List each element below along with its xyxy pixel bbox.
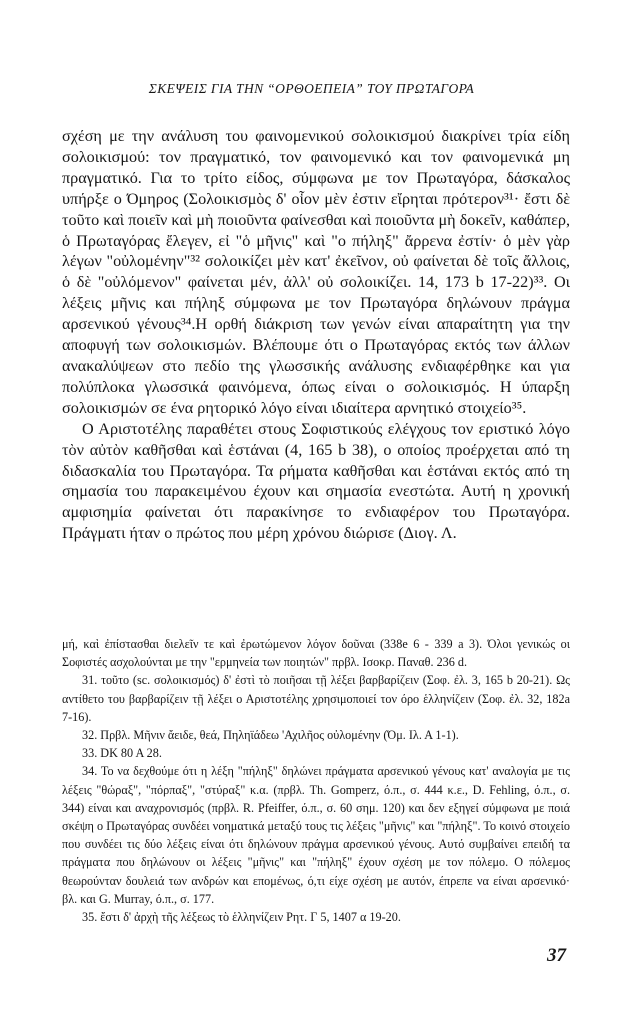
body-paragraph-1: σχέση με την ανάλυση του φαινομενικού σολοικισμού διακρίνει τρία είδη σολοικισμού: τον πραγματικό, τον φαινομενικό και τον φαινομενικά μη πραγματικό. Για το τρίτο είδος, σύμφωνα με τον Πρωταγόρα, δάσκαλος υπήρξε ο Όμηρος (Σολοικισμὸς δ' οἷον μὲν ἐστιν εἴρηται πρότερον³¹· ἔστι δὲ τοῦτο καὶ ποιεῖν καὶ μὴ ποιοῦντα φαίνεσθαι καὶ ποιοῦντα μὴ δοκεῖν, καθάπερ, ὁ Πρωταγόρας ἔλεγεν, εἰ "ὁ μῆνις" καὶ "ο πήληξ" ἄρρενα ἐστίν· ὁ μὲν γὰρ λέγων "οὐλομένην"³² σολοικίζει μὲν κατ' ἐκεῖνον, οὐ φαίνεται δὲ τοῖς ἄλλοις, ὁ δὲ "οὐλόμενον" φαίνεται μέν, ἀλλ' οὐ σολοικίζει. 14, 173 b 17-22)³³. Οι λέξεις μῆνις και πήληξ σύμφωνα με τον Πρωταγόρα δηλώνουν πράγμα αρσενικού γένους³⁴.Η ορθή διάκριση των γενών είναι απαραίτητη για την αποφυγή των σολοικισμών. Βλέπουμε ότι ο Πρωταγόρας εκτός των άλλων ανακαλύψεων στο πεδίο της γλωσσικής ανάλυσης ενδιαφέρθηκε και για πολύπλοκα γλωσσικά φαινόμενα, όπως είναι ο σολοικισμός. Η ύπαρξη σολοικισμών σε ένα ρητορικό λόγο είναι ιδιαίτερα αρνητικό στοιχείο³⁵. bbox=[62, 127, 570, 417]
footnote-31: 31. τοῦτο (sc. σολοικισμός) δ' ἐστὶ τὸ ποιῆσαι τῇ λέξει βαρβαρίζειν (Σοφ. ἐλ. 3, 165 b 20-21). Ως αντίθετο του βαρβαρίζειν τῇ λέξει ο Αριστοτέλης χρησιμοποιεί τον όρο ἑλληνίζειν (Σοφ. ἐλ. 32, 182a 7-16). bbox=[62, 673, 570, 724]
main-text bbox=[62, 126, 570, 544]
footnote-35: 35. ἔστι δ' ἀρχὴ τῆς λέξεως τὸ ἑλληνίζειν Ρητ. Γ 5, 1407 α 19-20. bbox=[82, 910, 401, 925]
footnote-33: 33. DK 80 A 28. bbox=[82, 746, 162, 761]
footnote-continuation: μή, καὶ ἐπίστασθαι διελεῖν τε καὶ ἐρωτώμενον λόγον δοῦναι (338e 6 - 339 a 3). Όλοι γενικώς οι Σοφιστές ασχολούνται με την "ερμηνεία των ποιητών" πρβλ. Ισοκρ. Παναθ. 236 d. bbox=[62, 637, 570, 670]
body-paragraph-2: Ο Αριστοτέλης παραθέτει στους Σοφιστικούς ελέγχους τον εριστικό λόγο τὸν αὐτὸν καθῆσθαι καὶ ἑστάναι (4, 165 b 38), ο οποίος προέρχεται από τη διδασκαλία του Πρωταγόρα. Τα ρήματα καθῆσθαι και ἑστάναι εκτός από τη σημασία του παρακειμένου έχουν και σημασία ενεστώτα. Αυτή η χρονική αμφισημία φαίνεται ότι παρακίνησε το ενδιαφέρον του Πρωταγόρα. Πράγματι ήταν ο πρώτος που μέρη χρόνου διώρισε (Διογ. Λ. bbox=[62, 419, 570, 543]
footnote-34: 34. Το να δεχθούμε ότι η λέξη "πήληξ" δηλώνει πράγματα αρσενικού γένους κατ' αναλογία με τις λέξεις "θώραξ", "πόρπαξ", "στύραξ" κ.α. (πρβλ. Th. Gomperz, ό.π., σ. 444 κ.ε., D. Fehling, ό.π., σ. 344) είναι και αναχρονισμός (πρβλ. R. Pfeiffer, ό.π., σ. 60 σημ. 120) και δεν εξηγεί σύμφωνα με ποιά σκέψη ο Πρωταγόρας συνδέει νοηματικά μεταξύ τους τις λέξεις "μῆνις" και "πήληξ". Το κοινό στοιχείο που συνδέει τις δύο λέξεις είναι ότι δηλώνουν πράγμα αρσενικού γένους. Αυτό συμβαίνει επειδή τα πράγματα που δηλώνουν οι λέξεις "μῆνις" και "πήληξ" έχουν σχέση με τον πόλεμο. Ο πόλεμος θεωρούνταν δουλειά των ανδρών και επομένως, ό,τι είχε σχέση με αυτόν, έπρεπε να είναι αρσενικό· βλ. και G. Murray, ό.π., σ. 177. bbox=[62, 764, 570, 906]
page-number: 37 bbox=[547, 945, 566, 966]
footnote-32: 32. Πρβλ. Μῆνιν ἄειδε, θεά, Πηληϊάδεω 'Αχιλῆος οὐλομένην (Όμ. Ιλ. Α 1-1). bbox=[82, 728, 459, 743]
footnotes bbox=[62, 635, 570, 926]
running-head: ΣΚΕΨΕΙΣ ΓΙΑ ΤΗΝ “ΟΡΘΟΕΠΕΙΑ” ΤΟΥ ΠΡΩΤΑΓΟΡΑ bbox=[148, 81, 475, 96]
